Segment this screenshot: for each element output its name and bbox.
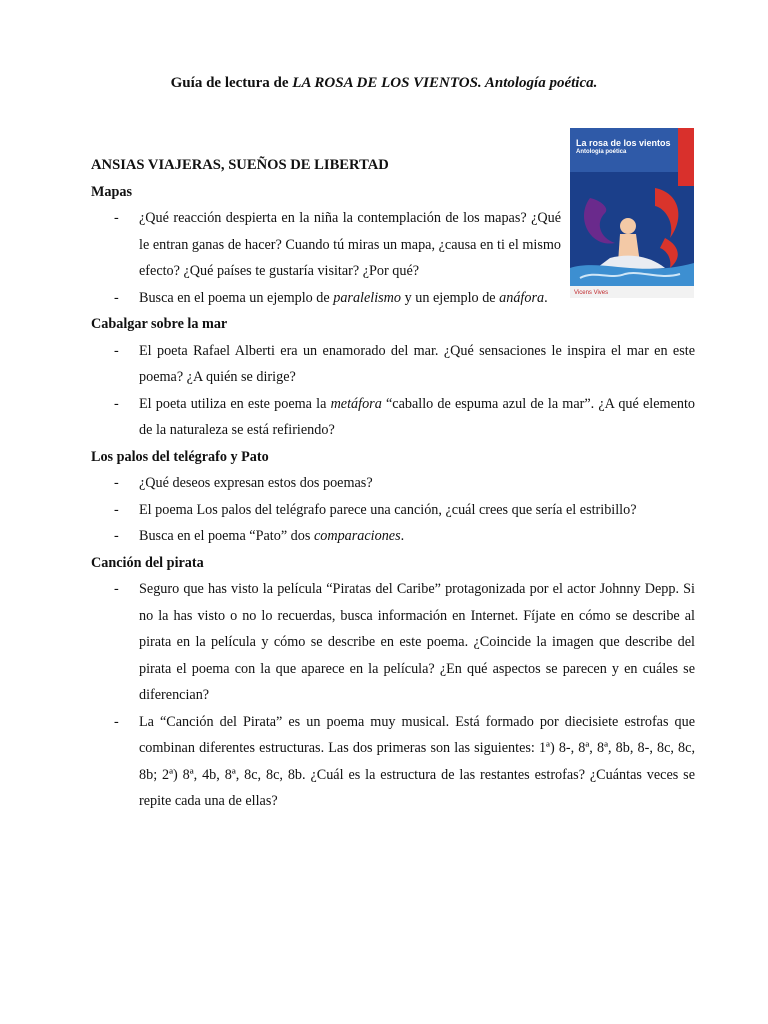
section-heading-mapas: Mapas: [91, 183, 132, 200]
list-dash: -: [114, 713, 119, 730]
question-text: Busca en el poema un ejemplo de paralelismo y un ejemplo de anáfora.: [139, 289, 548, 306]
list-dash: -: [114, 528, 119, 544]
question-text: El poeta utiliza en este poema la metáfora “caballo de espuma azul de la mar”. ¿A qué elemento de la naturaleza se está refiriendo?: [139, 395, 695, 438]
reading-guide-content: [91, 152, 695, 815]
list-dash: -: [114, 289, 119, 306]
list-item: [91, 497, 695, 524]
list-dash: -: [114, 210, 119, 226]
list-item: [91, 709, 695, 815]
list-item: [91, 338, 695, 391]
cover-title: La rosa de los vientos: [576, 138, 671, 148]
question-list-cabalgar: [91, 338, 695, 444]
question-text: Busca en el poema “Pato” dos comparaciones.: [139, 528, 405, 544]
main-heading: ANSIAS VIAJERAS, SUEÑOS DE LIBERTAD: [91, 157, 389, 173]
list-dash: -: [114, 395, 119, 412]
question-text: La “Canción del Pirata” es un poema muy musical. Está formado por diecisiete estrofas que combinan diferentes estructuras. Las dos primeras son las siguientes: 1ª) 8-, 8ª, 8ª, 8b, 8-, 8c, 8c, 8b; 2ª) 8ª, 4b, 8ª, 8c, 8c, 8b. ¿Cuál es la estructura de las restantes estrofas? ¿Cuántas veces se repite cada una de ellas?: [139, 713, 695, 809]
list-item: [91, 205, 561, 285]
question-list-pirata: [91, 576, 695, 815]
cover-subtitle: Antología poética: [576, 149, 627, 155]
list-dash: -: [114, 501, 119, 518]
list-dash: -: [114, 475, 119, 491]
question-text: ¿Qué deseos expresan estos dos poemas?: [139, 475, 373, 491]
title-book-name: LA ROSA DE LOS VIENTOS. Antología poética.: [292, 75, 598, 91]
question-list-mapas: [91, 205, 561, 311]
list-item: [91, 523, 695, 550]
list-item: [91, 285, 561, 312]
list-dash: -: [114, 342, 119, 359]
section-heading-cabalgar: Cabalgar sobre la mar: [91, 316, 228, 332]
publisher-logo: Vicens Vives: [574, 290, 609, 296]
list-dash: -: [114, 581, 119, 597]
section-heading-palos: Los palos del telégrafo y Pato: [91, 448, 269, 465]
page-title: [0, 75, 768, 92]
question-list-palos: [91, 470, 695, 550]
question-text: ¿Qué reacción despierta en la niña la contemplación de los mapas? ¿Qué le entran ganas de hacer? Cuando tú miras un mapa, ¿causa en ti el mismo efecto? ¿Qué países te gustaría visitar? ¿Por qué?: [139, 210, 561, 279]
title-prefix: Guía de lectura de: [170, 75, 293, 91]
section-heading-pirata: Canción del pirata: [91, 554, 204, 571]
question-text: El poeta Rafael Alberti era un enamorado del mar. ¿Qué sensaciones le inspira el mar en este poema? ¿A quién se dirige?: [139, 342, 695, 385]
question-text: El poema Los palos del telégrafo parece una canción, ¿cuál crees que sería el estribillo?: [139, 501, 637, 518]
list-item: [91, 576, 695, 709]
question-text: Seguro que has visto la película “Piratas del Caribe” protagonizada por el actor Johnny Depp. Si no la has visto o no lo recuerdas, busca información en Internet. Fíjate en cómo se describe al pirata en la película y cómo se describe en este poema. ¿Coincide la imagen que describe del pirata el poema con la que aparece en la película? ¿En qué aspectos se parecen y en cuáles se diferencian?: [139, 581, 695, 703]
list-item: [91, 391, 695, 444]
list-item: [91, 470, 695, 497]
